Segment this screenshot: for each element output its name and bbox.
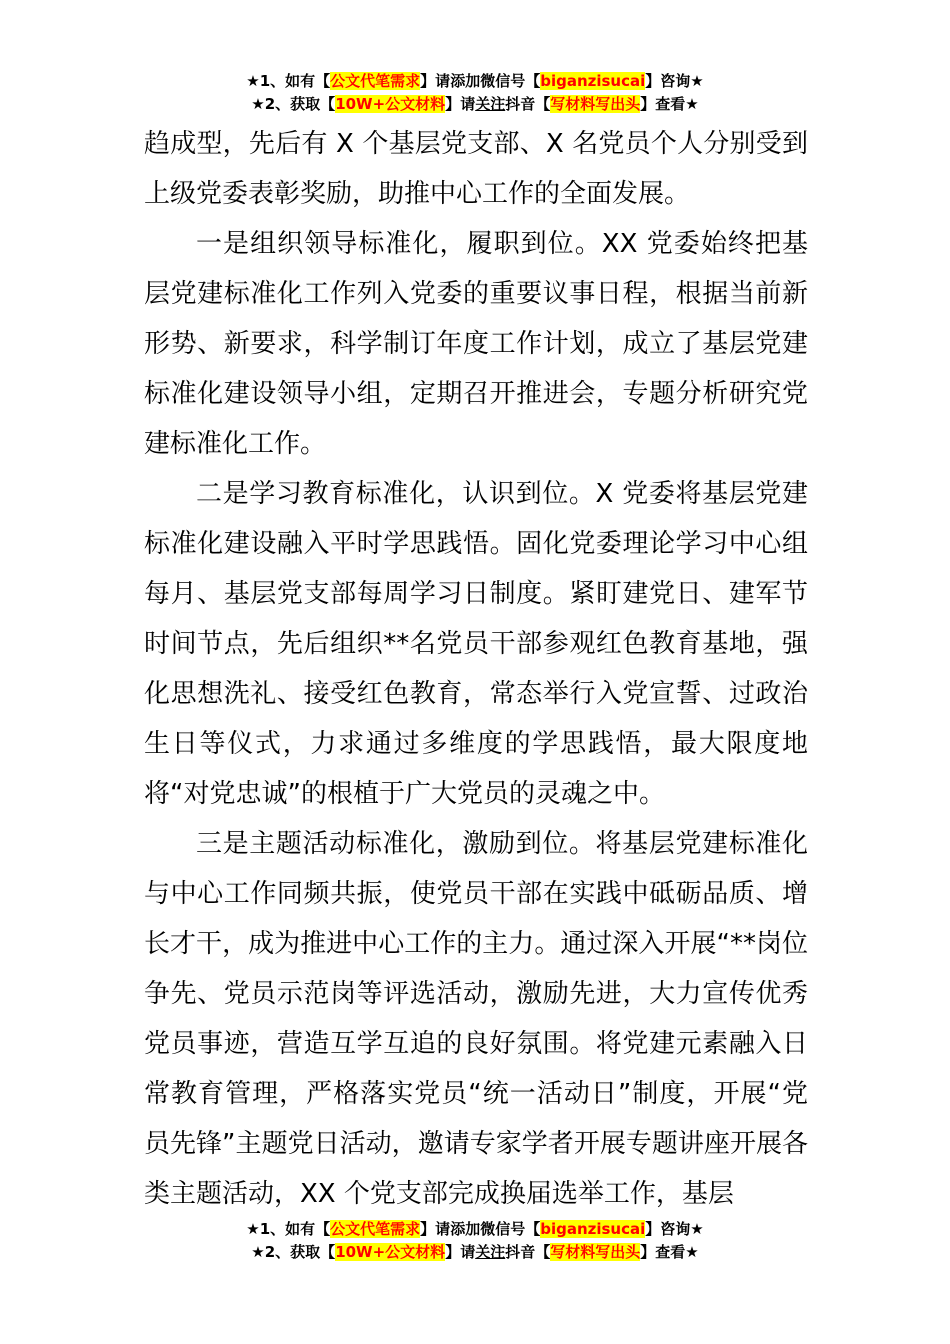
banner-highlight: 10W+公文材料 — [335, 95, 446, 113]
banner-text: 】查看★ — [640, 1243, 699, 1261]
footer-banner — [0, 1218, 950, 1264]
document-body — [144, 119, 808, 1219]
banner-emphasis: 添加 — [450, 72, 481, 90]
banner-highlight: biganzisucai — [540, 1220, 646, 1238]
banner-emphasis: 关注 — [475, 1243, 506, 1261]
banner-line-2 — [0, 93, 950, 116]
paragraph-education: 二是学习教育标准化，认识到位。X 党委将基层党建标准化建设融入平时学思践悟。固化党委理论学习中心组每月、基层党支部每周学习日制度。紧盯建党日、建军节时间节点，先后组织**名党员干部参观红色教育基地，强化思想洗礼、接受红色教育，常态举行入党宣誓、过政治生日等仪式，力求通过多维度的学思践悟，最大限度地将“对党忠诚”的根植于广大党员的灵魂之中。 — [144, 479, 808, 809]
banner-text: ★2、获取【 — [251, 95, 336, 113]
header-banner — [0, 70, 950, 116]
banner-highlight: biganzisucai — [540, 72, 646, 90]
banner-text: 抖音【 — [505, 1243, 551, 1261]
banner-text: ★1、如有【 — [246, 72, 331, 90]
paragraph-activities: 三是主题活动标准化，激励到位。将基层党建标准化与中心工作同频共振，使党员干部在实践中砥砺品质、增长才干，成为推进中心工作的主力。通过深入开展“**岗位争先、党员示范岗等评选活动，激励先进，大力宣传优秀党员事迹，营造互学互追的良好氛围。将党建元素融入日常教育管理，严格落实党员“统一活动日”制度，开展“党员先锋”主题党日活动，邀请专家学者开展专题讲座开展各类主题活动，XX 个党支部完成换届选举工作，基层 — [144, 829, 808, 1209]
banner-highlight: 公文代笔需求 — [330, 72, 421, 90]
banner-highlight: 写材料写出头 — [550, 1243, 641, 1261]
banner-highlight: 公文代笔需求 — [330, 1220, 421, 1238]
banner-text: 】请 — [445, 1243, 476, 1261]
banner-line-1 — [0, 1218, 950, 1241]
banner-highlight: 写材料写出头 — [550, 95, 641, 113]
banner-text: 抖音【 — [505, 95, 551, 113]
banner-text: 】请 — [445, 95, 476, 113]
banner-text: 微信号【 — [480, 1220, 541, 1238]
banner-line-2 — [0, 1241, 950, 1264]
paragraph-continuation: 趋成型，先后有 X 个基层党支部、X 名党员个人分别受到上级党委表彰奖励，助推中心工作的全面发展。 — [144, 129, 808, 209]
banner-text: 微信号【 — [480, 72, 541, 90]
banner-text: 】咨询★ — [645, 72, 704, 90]
banner-line-1 — [0, 70, 950, 93]
paragraph-organization: 一是组织领导标准化，履职到位。XX 党委始终把基层党建标准化工作列入党委的重要议事日程，根据当前新形势、新要求，科学制订年度工作计划，成立了基层党建标准化建设领导小组，定期召开推进会，专题分析研究党建标准化工作。 — [144, 229, 808, 459]
banner-text: 】咨询★ — [645, 1220, 704, 1238]
banner-emphasis: 添加 — [450, 1220, 481, 1238]
banner-text: 】请 — [420, 1220, 451, 1238]
banner-text: ★2、获取【 — [251, 1243, 336, 1261]
banner-text: ★1、如有【 — [246, 1220, 331, 1238]
banner-text: 】请 — [420, 72, 451, 90]
banner-emphasis: 关注 — [475, 95, 506, 113]
banner-text: 】查看★ — [640, 95, 699, 113]
banner-highlight: 10W+公文材料 — [335, 1243, 446, 1261]
